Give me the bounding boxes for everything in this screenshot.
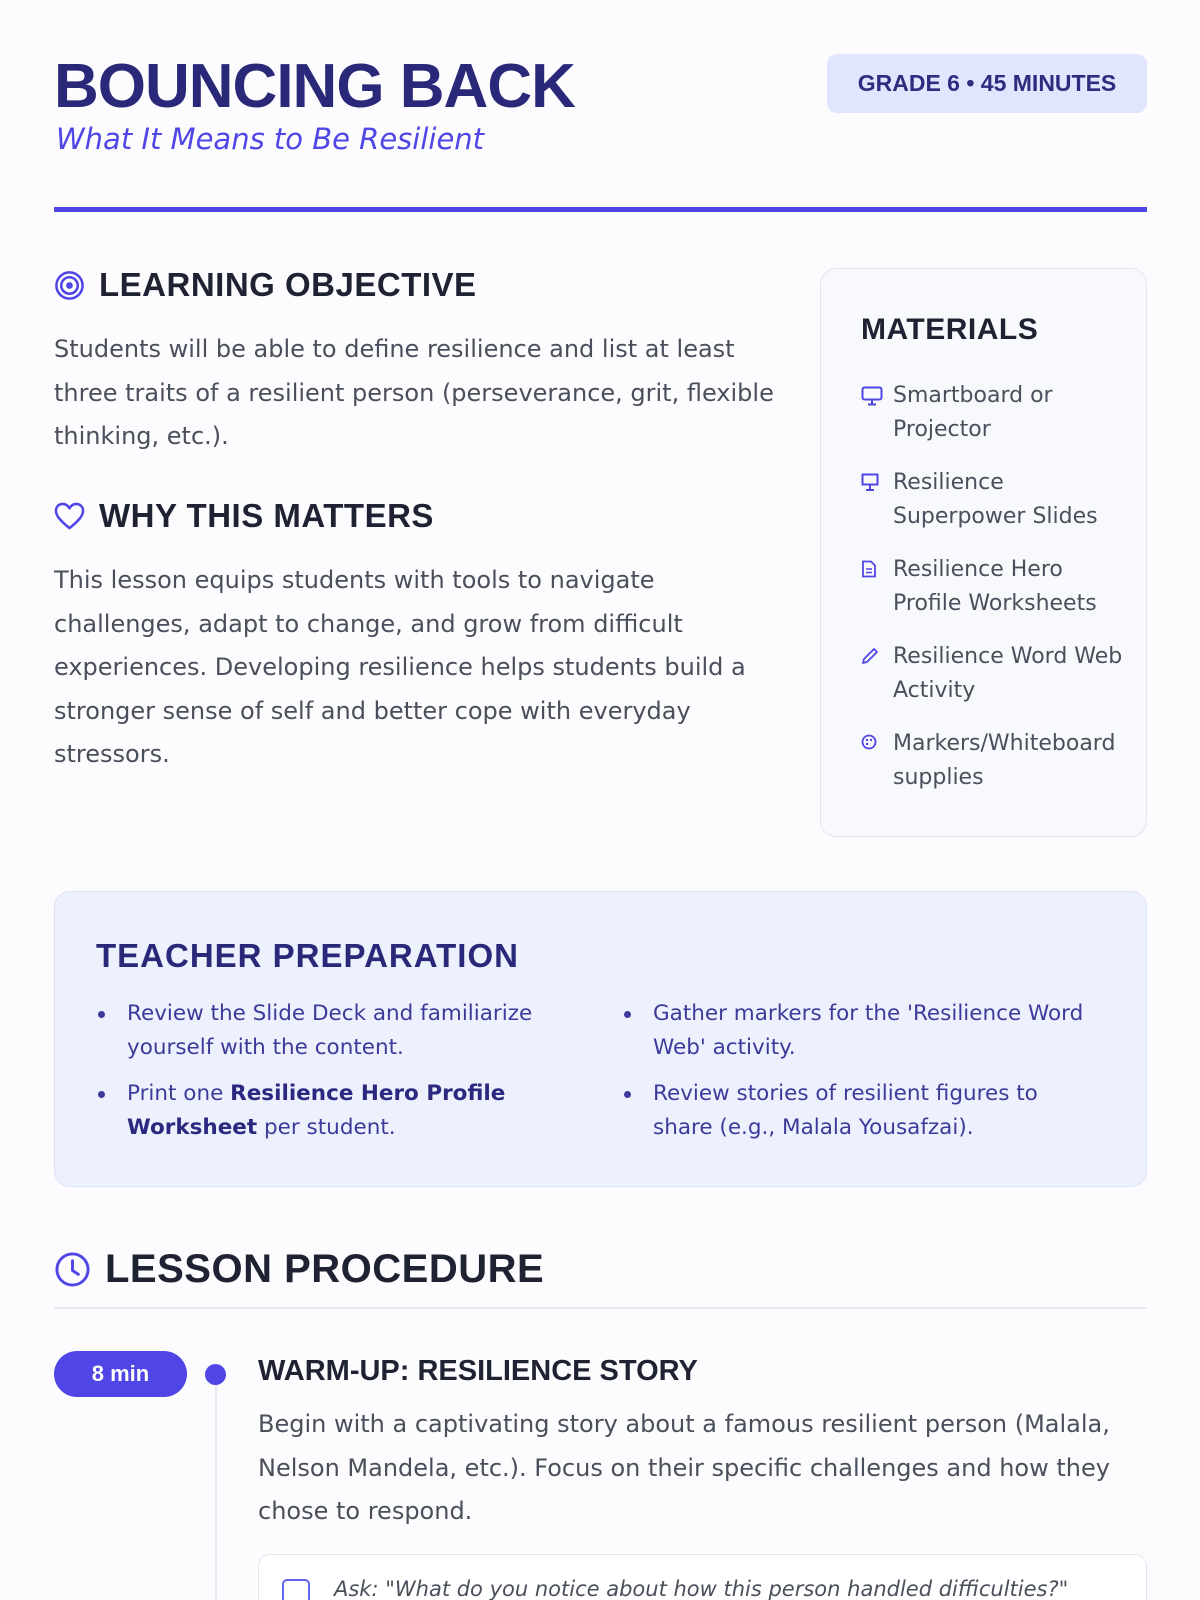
why-heading-text: WHY THIS MATTERS bbox=[99, 497, 434, 534]
materials-heading: MATERIALS bbox=[861, 313, 1039, 346]
prompt-checkbox[interactable] bbox=[282, 1579, 310, 1600]
material-item bbox=[861, 640, 1131, 708]
timeline-dot bbox=[205, 1364, 226, 1385]
why-text: This lesson equips students with tools to navigate challenges, adapt to change, and grow from difficult experiences. Developing resilience helps students build a stronger sense of self and better cope with everyday stressors. bbox=[54, 566, 746, 768]
materials-list bbox=[861, 379, 1131, 814]
material-item bbox=[861, 727, 1131, 795]
prep-item bbox=[619, 1077, 1089, 1145]
why-heading bbox=[54, 497, 434, 535]
material-label: Smartboard or Projector bbox=[893, 383, 1053, 442]
prep-item-bold: Resilience Hero Profile Worksheet bbox=[127, 1081, 506, 1140]
material-item bbox=[861, 379, 1131, 447]
pencil-icon bbox=[861, 640, 893, 665]
procedure-heading bbox=[54, 1247, 544, 1292]
discussion-prompt bbox=[258, 1554, 1147, 1600]
teacher-preparation-panel bbox=[54, 891, 1147, 1187]
prompt-text: Ask: "What do you notice about how this person handled difficulties?" bbox=[334, 1577, 1069, 1600]
objective-text: Students will be able to define resilience and list at least three traits of a resilient person (perseverance, grit, flexible thinking, etc.). bbox=[54, 335, 774, 450]
presentation-icon bbox=[861, 466, 893, 491]
prep-item-text: Print one bbox=[127, 1081, 231, 1106]
monitor-icon bbox=[861, 379, 893, 406]
step-time-badge: 8 min bbox=[54, 1351, 187, 1397]
material-label: Markers/Whiteboard supplies bbox=[893, 731, 1116, 790]
document-icon bbox=[861, 553, 893, 578]
grade-duration-badge: GRADE 6 • 45 MINUTES bbox=[827, 54, 1147, 113]
prep-item bbox=[619, 997, 1089, 1065]
prep-item-text: per student. bbox=[257, 1115, 396, 1140]
clock-icon bbox=[54, 1251, 91, 1288]
palette-icon bbox=[861, 727, 893, 750]
materials-panel bbox=[820, 268, 1147, 837]
material-label: Resilience Superpower Slides bbox=[893, 470, 1098, 529]
material-item bbox=[861, 553, 1131, 621]
timeline-line bbox=[215, 1385, 217, 1600]
prep-item bbox=[93, 997, 563, 1065]
prep-list-left bbox=[93, 997, 563, 1157]
material-label: Resilience Hero Profile Worksheets bbox=[893, 557, 1097, 616]
objective-heading bbox=[54, 266, 477, 304]
prep-item-text: Review the Slide Deck and familiarize yourself with the content. bbox=[127, 1001, 533, 1060]
page-subtitle: What It Means to Be Resilient bbox=[56, 122, 485, 156]
objective-heading-text: LEARNING OBJECTIVE bbox=[99, 266, 477, 303]
page-title: BOUNCING BACK bbox=[54, 52, 575, 121]
material-label: Resilience Word Web Activity bbox=[893, 644, 1123, 703]
header-divider bbox=[54, 207, 1147, 212]
prep-heading: TEACHER PREPARATION bbox=[96, 937, 519, 974]
step-description: Begin with a captivating story about a famous resilient person (Malala, Nelson Mandela, etc.). Focus on their specific challenges and how they chose to respond. bbox=[258, 1410, 1110, 1525]
material-item bbox=[861, 466, 1131, 534]
prep-item bbox=[93, 1077, 563, 1145]
prep-item-text: Gather markers for the 'Resilience Word Web' activity. bbox=[653, 1001, 1084, 1060]
target-icon bbox=[54, 270, 85, 301]
heart-icon bbox=[54, 502, 85, 531]
procedure-heading-text: LESSON PROCEDURE bbox=[105, 1247, 545, 1291]
prep-item-text: Review stories of resilient figures to share (e.g., Malala Yousafzai). bbox=[653, 1081, 1038, 1140]
step-title: WARM-UP: RESILIENCE STORY bbox=[258, 1355, 698, 1387]
prep-list-right bbox=[619, 997, 1089, 1157]
procedure-divider bbox=[54, 1307, 1147, 1309]
